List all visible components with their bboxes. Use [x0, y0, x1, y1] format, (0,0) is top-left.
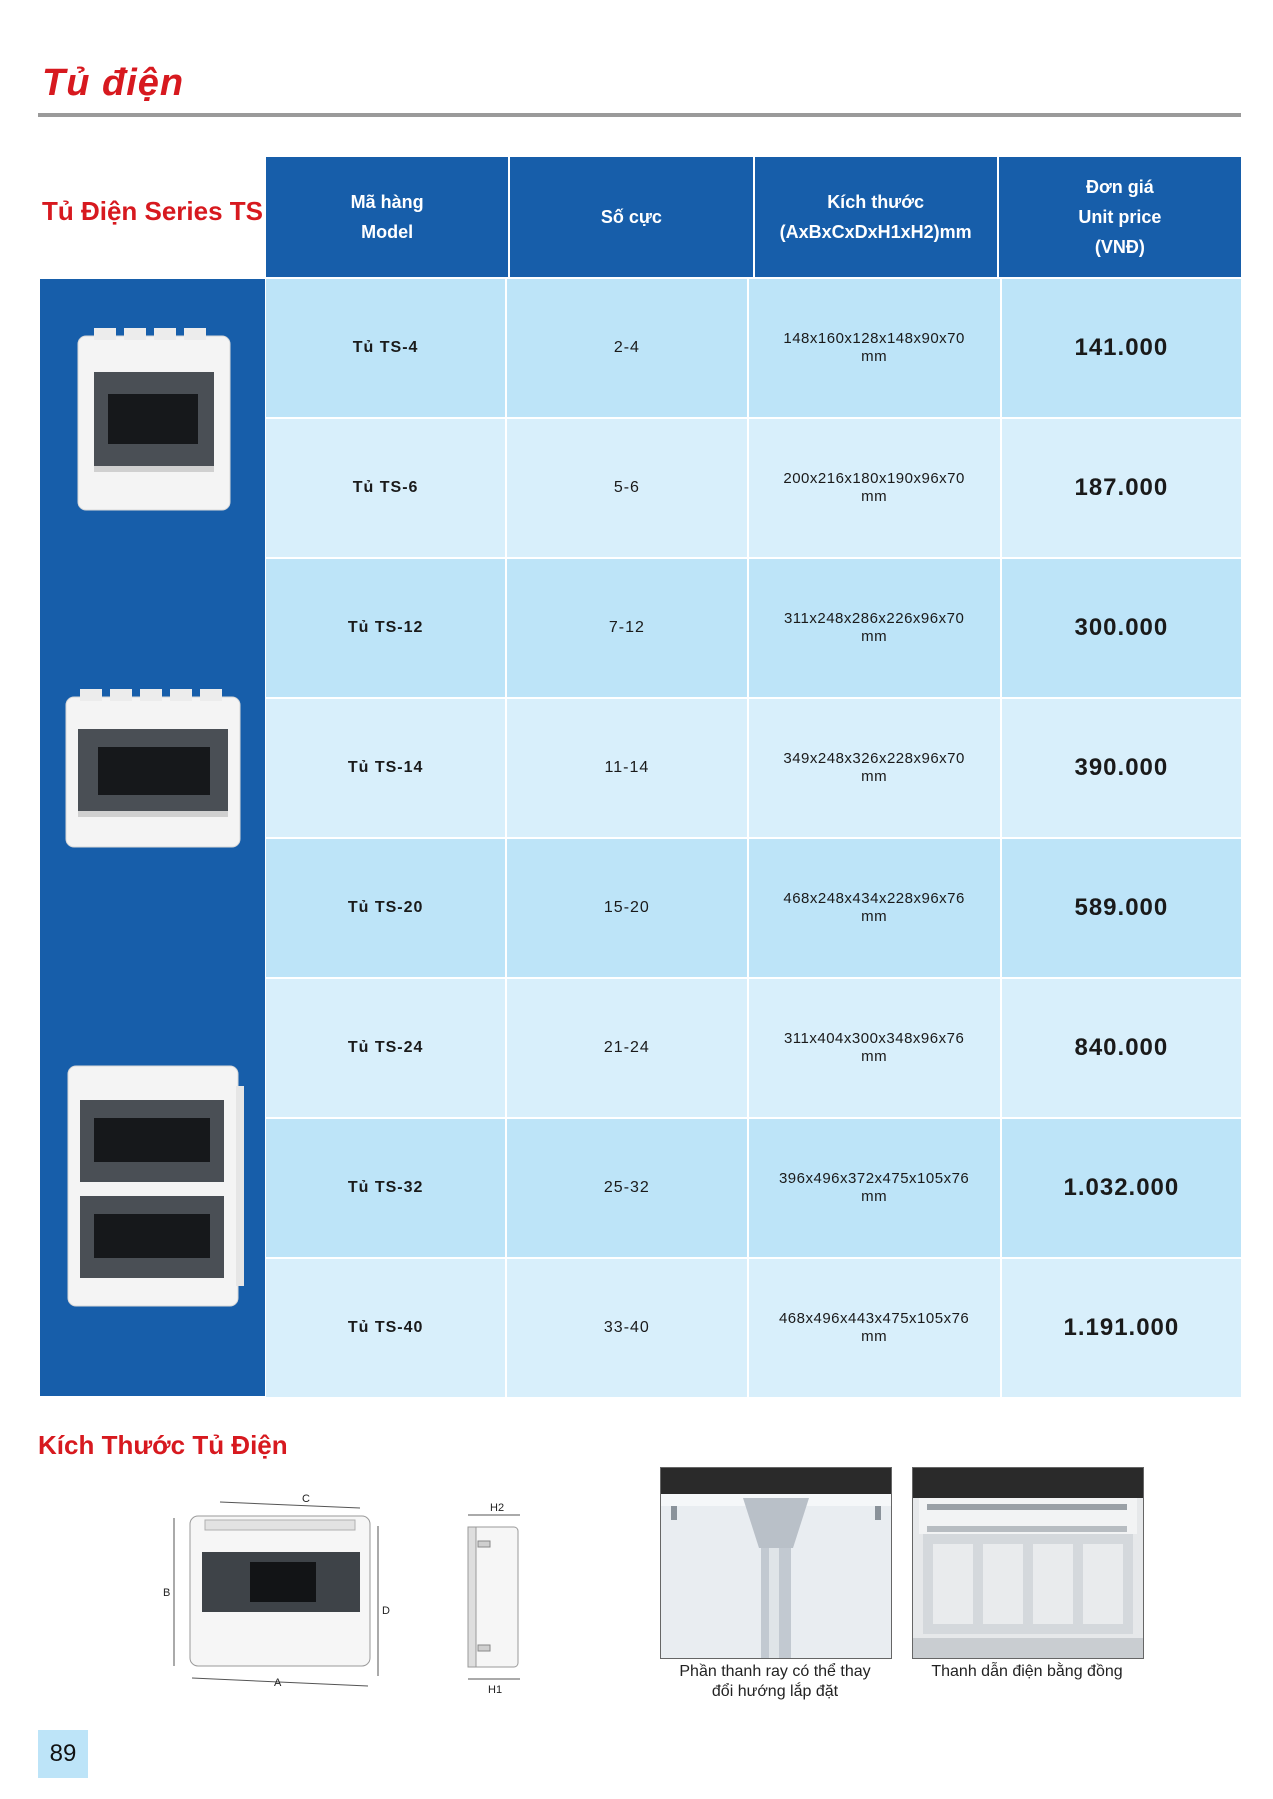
size-cell: 311x248x286x226x96x70 mm [749, 559, 1002, 697]
table-row [266, 419, 1241, 559]
table-row [266, 699, 1241, 839]
model-cell: Tủ TS-4 [266, 279, 507, 417]
price-cell: 390.000 [1002, 699, 1241, 837]
page-number: 89 [38, 1730, 88, 1778]
table-row [266, 1259, 1241, 1399]
dimensions-title: Kích Thước Tủ Điện [38, 1430, 288, 1460]
price-cell: 1.032.000 [1002, 1119, 1241, 1257]
product-image-medium [40, 557, 265, 976]
table-row [266, 839, 1241, 979]
photo-copper-busbar-caption: Thanh dẫn điện bằng đồng [931, 1663, 1123, 1680]
dimension-drawing-front [160, 1490, 390, 1690]
header-price: Đơn giá Unit price (VNĐ) [999, 157, 1241, 277]
table-row [266, 1119, 1241, 1259]
table-row [266, 559, 1241, 699]
dim-label-d: D [382, 1605, 390, 1617]
double-row-cabinet-icon [58, 1056, 248, 1316]
size-cell: 468x496x443x475x105x76 mm [749, 1259, 1002, 1397]
single-row-cabinet-icon [68, 318, 238, 518]
page-title: Tủ điện [42, 62, 185, 104]
size-cell: 200x216x180x190x96x70 mm [749, 419, 1002, 557]
product-image-small [40, 279, 265, 557]
poles-cell: 21-24 [507, 979, 748, 1117]
price-cell: 141.000 [1002, 279, 1241, 417]
size-cell: 148x160x128x148x90x70 mm [749, 279, 1002, 417]
table-row [266, 979, 1241, 1119]
model-cell: Tủ TS-40 [266, 1259, 507, 1397]
model-cell: Tủ TS-6 [266, 419, 507, 557]
size-cell: 349x248x326x228x96x70 mm [749, 699, 1002, 837]
size-cell: 396x496x372x475x105x76 mm [749, 1119, 1002, 1257]
price-cell: 1.191.000 [1002, 1259, 1241, 1397]
copper-busbar-photo-icon [913, 1468, 1143, 1658]
header-poles: Số cực [510, 157, 754, 277]
din-rail-photo-icon [661, 1468, 891, 1658]
price-cell: 300.000 [1002, 559, 1241, 697]
wide-cabinet-icon [58, 677, 248, 857]
poles-cell: 11-14 [507, 699, 748, 837]
product-image-large [40, 976, 265, 1396]
price-cell: 840.000 [1002, 979, 1241, 1117]
dimension-drawing-side [460, 1495, 530, 1695]
table-body [266, 279, 1241, 1399]
photo-copper-busbar [912, 1467, 1144, 1659]
header-size: Kích thước (AxBxCxDxH1xH2)mm [755, 157, 999, 277]
poles-cell: 2-4 [507, 279, 748, 417]
model-cell: Tủ TS-20 [266, 839, 507, 977]
model-cell: Tủ TS-12 [266, 559, 507, 697]
poles-cell: 15-20 [507, 839, 748, 977]
size-cell: 468x248x434x228x96x76 mm [749, 839, 1002, 977]
table-row [266, 279, 1241, 419]
price-cell: 589.000 [1002, 839, 1241, 977]
dim-label-a: A [274, 1677, 282, 1689]
model-cell: Tủ TS-14 [266, 699, 507, 837]
poles-cell: 7-12 [507, 559, 748, 697]
photo-din-rail [660, 1467, 892, 1659]
poles-cell: 33-40 [507, 1259, 748, 1397]
price-cell: 187.000 [1002, 419, 1241, 557]
poles-cell: 5-6 [507, 419, 748, 557]
dim-label-h2: H2 [490, 1502, 505, 1514]
dim-label-c: C [302, 1493, 310, 1505]
title-divider [38, 113, 1241, 117]
header-model: Mã hàng Model [266, 157, 510, 277]
dim-label-b: B [163, 1587, 171, 1599]
model-cell: Tủ TS-32 [266, 1119, 507, 1257]
table-header [266, 157, 1241, 277]
dim-label-h1: H1 [488, 1684, 503, 1695]
model-cell: Tủ TS-24 [266, 979, 507, 1117]
size-cell: 311x404x300x348x96x76 mm [749, 979, 1002, 1117]
poles-cell: 25-32 [507, 1119, 748, 1257]
photo-din-rail-caption: Phần thanh ray có thể thay đổi hướng lắp đặt [679, 1663, 871, 1700]
series-title: Tủ Điện Series TS [41, 196, 264, 226]
